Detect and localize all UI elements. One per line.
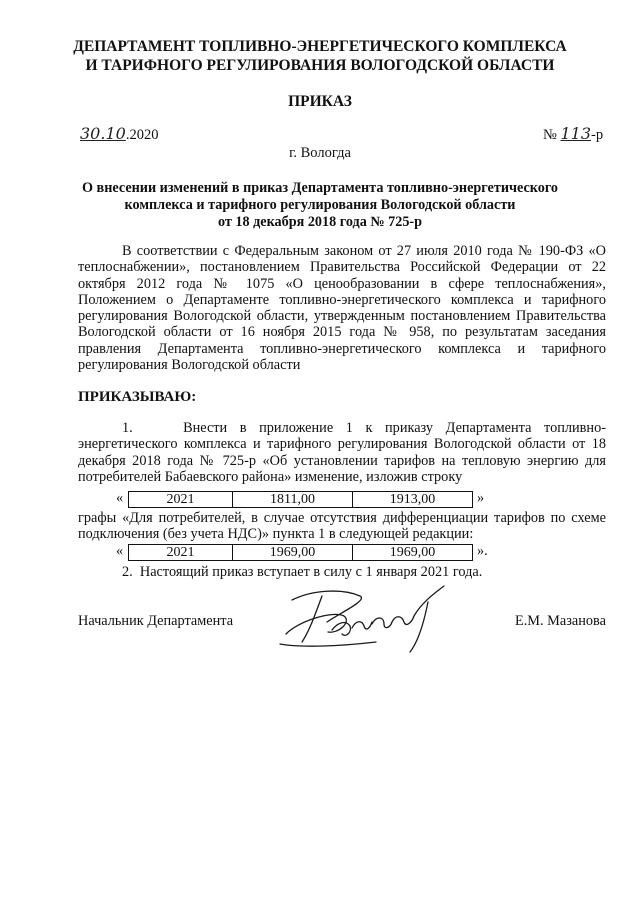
old-row-value-1: 1811,00 [233,492,353,508]
subject-line-3: от 18 декабря 2018 года № 725-р [217,214,423,230]
number-prefix: № [543,127,557,143]
item-2-text: 2. Настоящий приказ вступает в силу с 1 января 2021 года. [122,564,483,580]
order-word: ПРИКАЗЫВАЮ: [78,389,197,405]
city: г. Вологда [289,145,351,161]
preamble-paragraph: В соответствии с Федеральным законом от 27 июля 2010 года № 190-ФЗ «О теплоснабжении», постановлением Правительства Российской Федерации от 22 октября 2012 года № 1075 «О ценообразовании в сфере теплоснабжения», Положением о Департаменте топливно-энергетического комплекса и тарифного регулирования Вологодской области, утвержденным постановлением Правительства Вологодской области от 16 ноября 2015 года № 958, по результатам заседания правления Департамента топливно-энергетического комплекса и тарифного регулирования Вологодской области [78,243,606,374]
new-row-quote-open: « [116,543,124,559]
date-handwritten: 30.10 [80,124,126,143]
old-row-value-2: 1913,00 [353,492,473,508]
date-year: .2020 [125,127,159,143]
document-type: ПРИКАЗ [288,93,352,110]
new-row-quote-close: ». [477,543,488,559]
new-row-value-2: 1969,00 [353,545,473,561]
old-tariff-row [128,491,473,508]
old-row-quote-open: « [116,490,124,506]
old-row-year: 2021 [129,492,233,508]
item-1-middle-text: графы «Для потребителей, в случае отсутствия дифференциации тарифов по схеме подключения (без учета НДС)» пункта 1 в следующей редакции: [78,510,606,543]
order-number [543,124,603,144]
handwritten-signature [272,582,452,662]
new-row-year: 2021 [129,545,233,561]
subject-line-2: комплекса и тарифного регулирования Вологодской области [124,197,516,213]
order-date [80,124,158,144]
number-handwritten: 113 [560,124,592,143]
subject-line-1: О внесении изменений в приказ Департамента топливно-энергетического [81,180,559,196]
signatory-name: Е.М. Мазанова [515,613,606,629]
number-suffix: -р [591,127,604,143]
new-row-value-1: 1969,00 [233,545,353,561]
signatory-position: Начальник Департамента [78,613,234,629]
new-tariff-row [128,544,473,561]
item-1-text: 1. Внести в приложение 1 к приказу Департамента топливно-энергетического комплекса и тарифного регулирования Вологодской области от 18 декабря 2018 года № 725-р «Об установлении тарифов на тепловую энергию для потребителей Бабаевского района» изменение, изложив строку [78,420,606,485]
old-row-quote-close: » [477,490,485,506]
org-name-line-1: ДЕПАРТАМЕНТ ТОПЛИВНО-ЭНЕРГЕТИЧЕСКОГО КОМПЛЕКСА [73,38,567,55]
org-name-line-2: И ТАРИФНОГО РЕГУЛИРОВАНИЯ ВОЛОГОДСКОЙ ОБЛАСТИ [85,57,555,74]
